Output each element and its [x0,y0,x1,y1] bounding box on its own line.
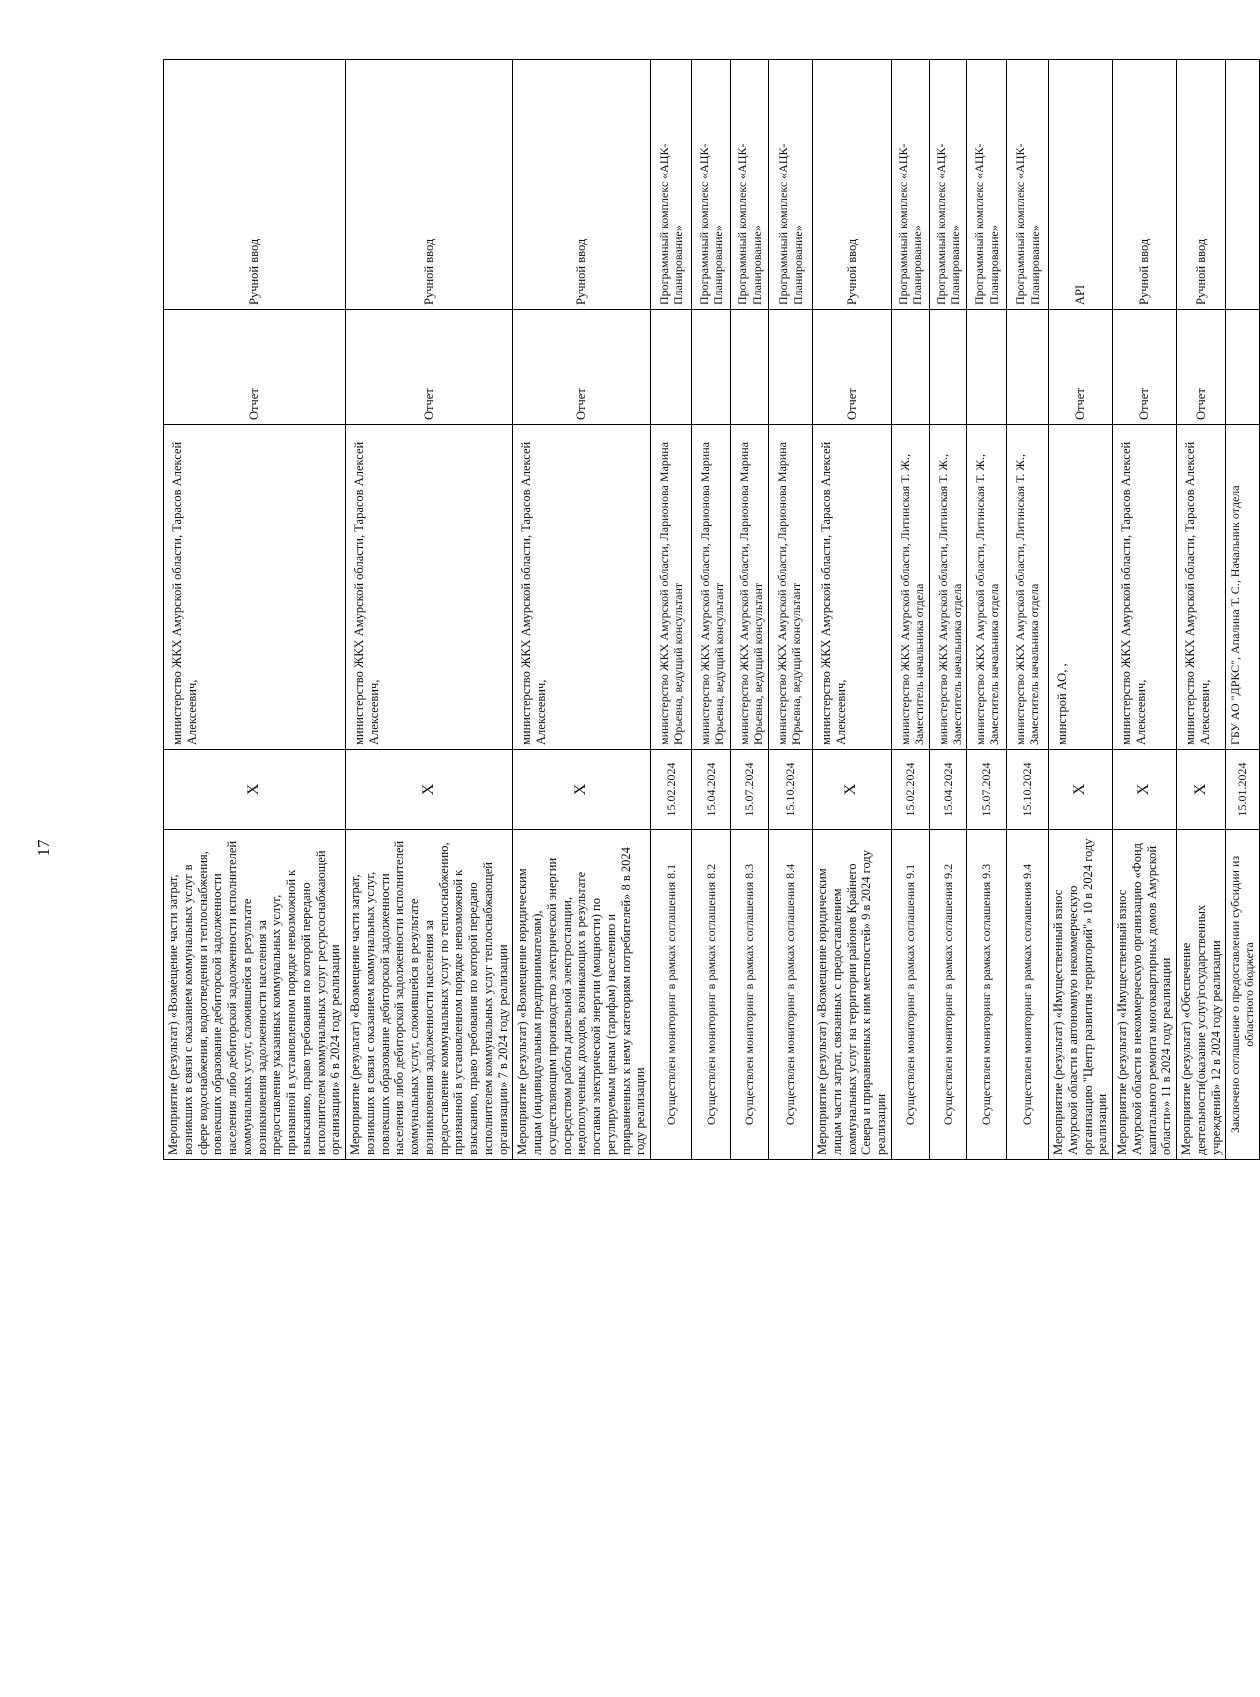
responsible-executor: министерство ЖКХ Амурской области, Тарасов Алексей Алексеевич, [513,425,651,750]
activity-name: Мероприятие (результат) «Возмещение юридическим лицам (индивидуальным предпринимателям), осуществляющим производство электрической энергии посредством работы дизельной электростанции, недополученных доходов, возникающих в результате поставки электрической энергии (мощности) по регулируемым ценам (тарифам) населению и приравненных к нему категориям потребителей» 8 в 2024 году реализации [513,830,651,1160]
table-row [731,60,769,1160]
page-number: 17 [34,839,53,857]
document-type: Отчет [1049,310,1113,425]
control-date: X [346,750,513,830]
responsible-executor: министерство ЖКХ Амурской области, Ларионова Марина Юрьевна, ведущий консультант [651,425,692,750]
activity-name: Заключено соглашение о предоставлении субсидии из областного бюджета [1226,830,1259,1160]
document-type [891,310,929,425]
information-source: Программный комплекс «АЦК-Планирование» [692,60,731,310]
responsible-executor: министерство ЖКХ Амурской области, Ларионова Марина Юрьевна, ведущий консультант [692,425,731,750]
table-row [1049,60,1113,1160]
control-date: 15.10.2024 [1007,750,1049,830]
responsible-executor: министерство ЖКХ Амурской области, Литинская Т. Ж., Заместитель начальника отдела [891,425,929,750]
activity-name: Осуществлен мониторинг в рамках соглашения 8.3 [731,830,769,1160]
responsible-executor: министерство ЖКХ Амурской области, Литинская Т. Ж., Заместитель начальника отдела [967,425,1007,750]
information-source: Ручной ввод [346,60,513,310]
rotated-page-content [163,60,1257,1160]
information-source: Ручной ввод [1113,60,1177,310]
activity-name: Осуществлен мониторинг в рамках соглашения 9.1 [891,830,929,1160]
document-type [651,310,692,425]
table-row [813,60,892,1160]
responsible-executor: министерство ЖКХ Амурской области, Литинская Т. Ж., Заместитель начальника отдела [929,425,966,750]
information-source: Программный комплекс «АЦК-Планирование» [1007,60,1049,310]
document-type: Отчет [1177,310,1226,425]
document-type: Отчет [346,310,513,425]
responsible-executor: министерство ЖКХ Амурской области, Тарасов Алексей Алексеевич, [1113,425,1177,750]
table-row [692,60,731,1160]
control-date: X [1177,750,1226,830]
table-row [513,60,651,1160]
information-source: Программный комплекс «АЦК-Планирование» [967,60,1007,310]
information-source: Программный комплекс «АЦК-Планирование» [891,60,929,310]
control-date: X [513,750,651,830]
document-type [929,310,966,425]
document-type [1226,310,1259,425]
activity-name: Осуществлен мониторинг в рамках соглашения 9.2 [929,830,966,1160]
control-date: X [813,750,892,830]
control-date: 15.04.2024 [692,750,731,830]
control-date: 15.01.2024 [1226,750,1259,830]
information-source: Программный комплекс «АЦК-Планирование» [929,60,966,310]
table-row [651,60,692,1160]
activity-name: Мероприятие (результат) «Возмещение юридическим лицам части затрат, связанных с предоставлением коммунальных услуг на территории районов Крайнего Севера и приравненных к ним местностей» 9 в 2024 году реализации [813,830,892,1160]
document-type [769,310,813,425]
table-row [1007,60,1049,1160]
activity-name: Осуществлен мониторинг в рамках соглашения 8.1 [651,830,692,1160]
control-date: X [164,750,346,830]
document-type: Отчет [813,310,892,425]
responsible-executor: министерство ЖКХ Амурской области, Тарасов Алексей Алексеевич, [1177,425,1226,750]
table-row [346,60,513,1160]
document-type: Отчет [164,310,346,425]
responsible-executor: ГБУ АО "ДРКС", Апалина Т. С., Начальник отдела [1226,425,1259,750]
activity-name: Мероприятие (результат) «Возмещение части затрат, возникших в связи с оказанием коммунальных услуг, повлекших образование дебиторской задолженности населения либо дебиторской задолженности исполнителей коммунальных услуг, сложившейся в результате возникновения задолженности населения за предоставление коммунальных услуг по теплоснабжению, признанной в установленном порядке невозможной к взысканию, право требования по которой передано исполнителем коммунальных услуг теплоснабжающей организации» 7 в 2024 году реализации [346,830,513,1160]
document-type [731,310,769,425]
activity-name: Мероприятие (результат) «Имущественный взнос Амурской области в автономную некоммерческую организацию "Центр развития территорий"» 10 в 2024 году реализации [1049,830,1113,1160]
control-date: 15.02.2024 [651,750,692,830]
responsible-executor: министерство ЖКХ Амурской области, Тарасов Алексей Алексеевич, [813,425,892,750]
information-source: Программный комплекс «АЦК-Планирование» [731,60,769,310]
control-date: X [1049,750,1113,830]
activities-table [163,59,1260,1160]
information-source: Ручной ввод [1177,60,1226,310]
table-row [967,60,1007,1160]
control-date: 15.04.2024 [929,750,966,830]
responsible-executor: министерство ЖКХ Амурской области, Тарасов Алексей Алексеевич, [164,425,346,750]
table-row [1177,60,1226,1160]
control-date: X [1113,750,1177,830]
table-row [891,60,929,1160]
activity-name: Мероприятие (результат) «Обеспечение деятельности(оказание услуг)государственных учреждений» 12 в 2024 году реализации [1177,830,1226,1160]
information-source: Ручной ввод [164,60,346,310]
information-source: Ручной ввод [813,60,892,310]
document-type [1007,310,1049,425]
activity-name: Осуществлен мониторинг в рамках соглашения 9.4 [1007,830,1049,1160]
table-row [929,60,966,1160]
information-source: Программный комплекс «АЦК-Планирование» [651,60,692,310]
activity-name: Осуществлен мониторинг в рамках соглашения 8.4 [769,830,813,1160]
information-source: Ручной ввод [513,60,651,310]
information-source: API [1049,60,1113,310]
responsible-executor: министерство ЖКХ Амурской области, Ларионова Марина Юрьевна, ведущий консультант [731,425,769,750]
table-row [769,60,813,1160]
document-type [967,310,1007,425]
control-date: 15.07.2024 [731,750,769,830]
activity-name: Осуществлен мониторинг в рамках соглашения 8.2 [692,830,731,1160]
information-source: Программный комплекс «АЦК-Планирование» [769,60,813,310]
responsible-executor: министерство ЖКХ Амурской области, Тарасов Алексей Алексеевич, [346,425,513,750]
table-row [164,60,346,1160]
responsible-executor: минстрой АО, , [1049,425,1113,750]
control-date: 15.07.2024 [967,750,1007,830]
information-source [1226,60,1259,310]
activity-name: Осуществлен мониторинг в рамках соглашения 9.3 [967,830,1007,1160]
activity-name: Мероприятие (результат) «Имущественный взнос Амурской области в некоммерческую организацию «Фонд капитального ремонта многоквартирных домов Амурской области»» 11 в 2024 году реализации [1113,830,1177,1160]
document-type: Отчет [513,310,651,425]
activity-name: Мероприятие (результат) «Возмещение части затрат, возникших в связи с оказанием коммунальных услуг в сфере водоснабжения, водоотведения и теплоснабжения, повлекших образование дебиторской задолженности населения либо дебиторской задолженности исполнителей коммунальных услуг, сложившейся в результате возникновения задолженности населения за предоставление указанных коммунальных услуг, признанной в установленном порядке невозможной к взысканию, право требования по которой передано исполнителем коммунальных услуг ресурсоснабжающей организации» 6 в 2024 году реализации [164,830,346,1160]
table-row [1226,60,1259,1160]
responsible-executor: министерство ЖКХ Амурской области, Литинская Т. Ж., Заместитель начальника отдела [1007,425,1049,750]
responsible-executor: министерство ЖКХ Амурской области, Ларионова Марина Юрьевна, ведущий консультант [769,425,813,750]
document-type: Отчет [1113,310,1177,425]
control-date: 15.10.2024 [769,750,813,830]
control-date: 15.02.2024 [891,750,929,830]
table-row [1113,60,1177,1160]
document-type [692,310,731,425]
